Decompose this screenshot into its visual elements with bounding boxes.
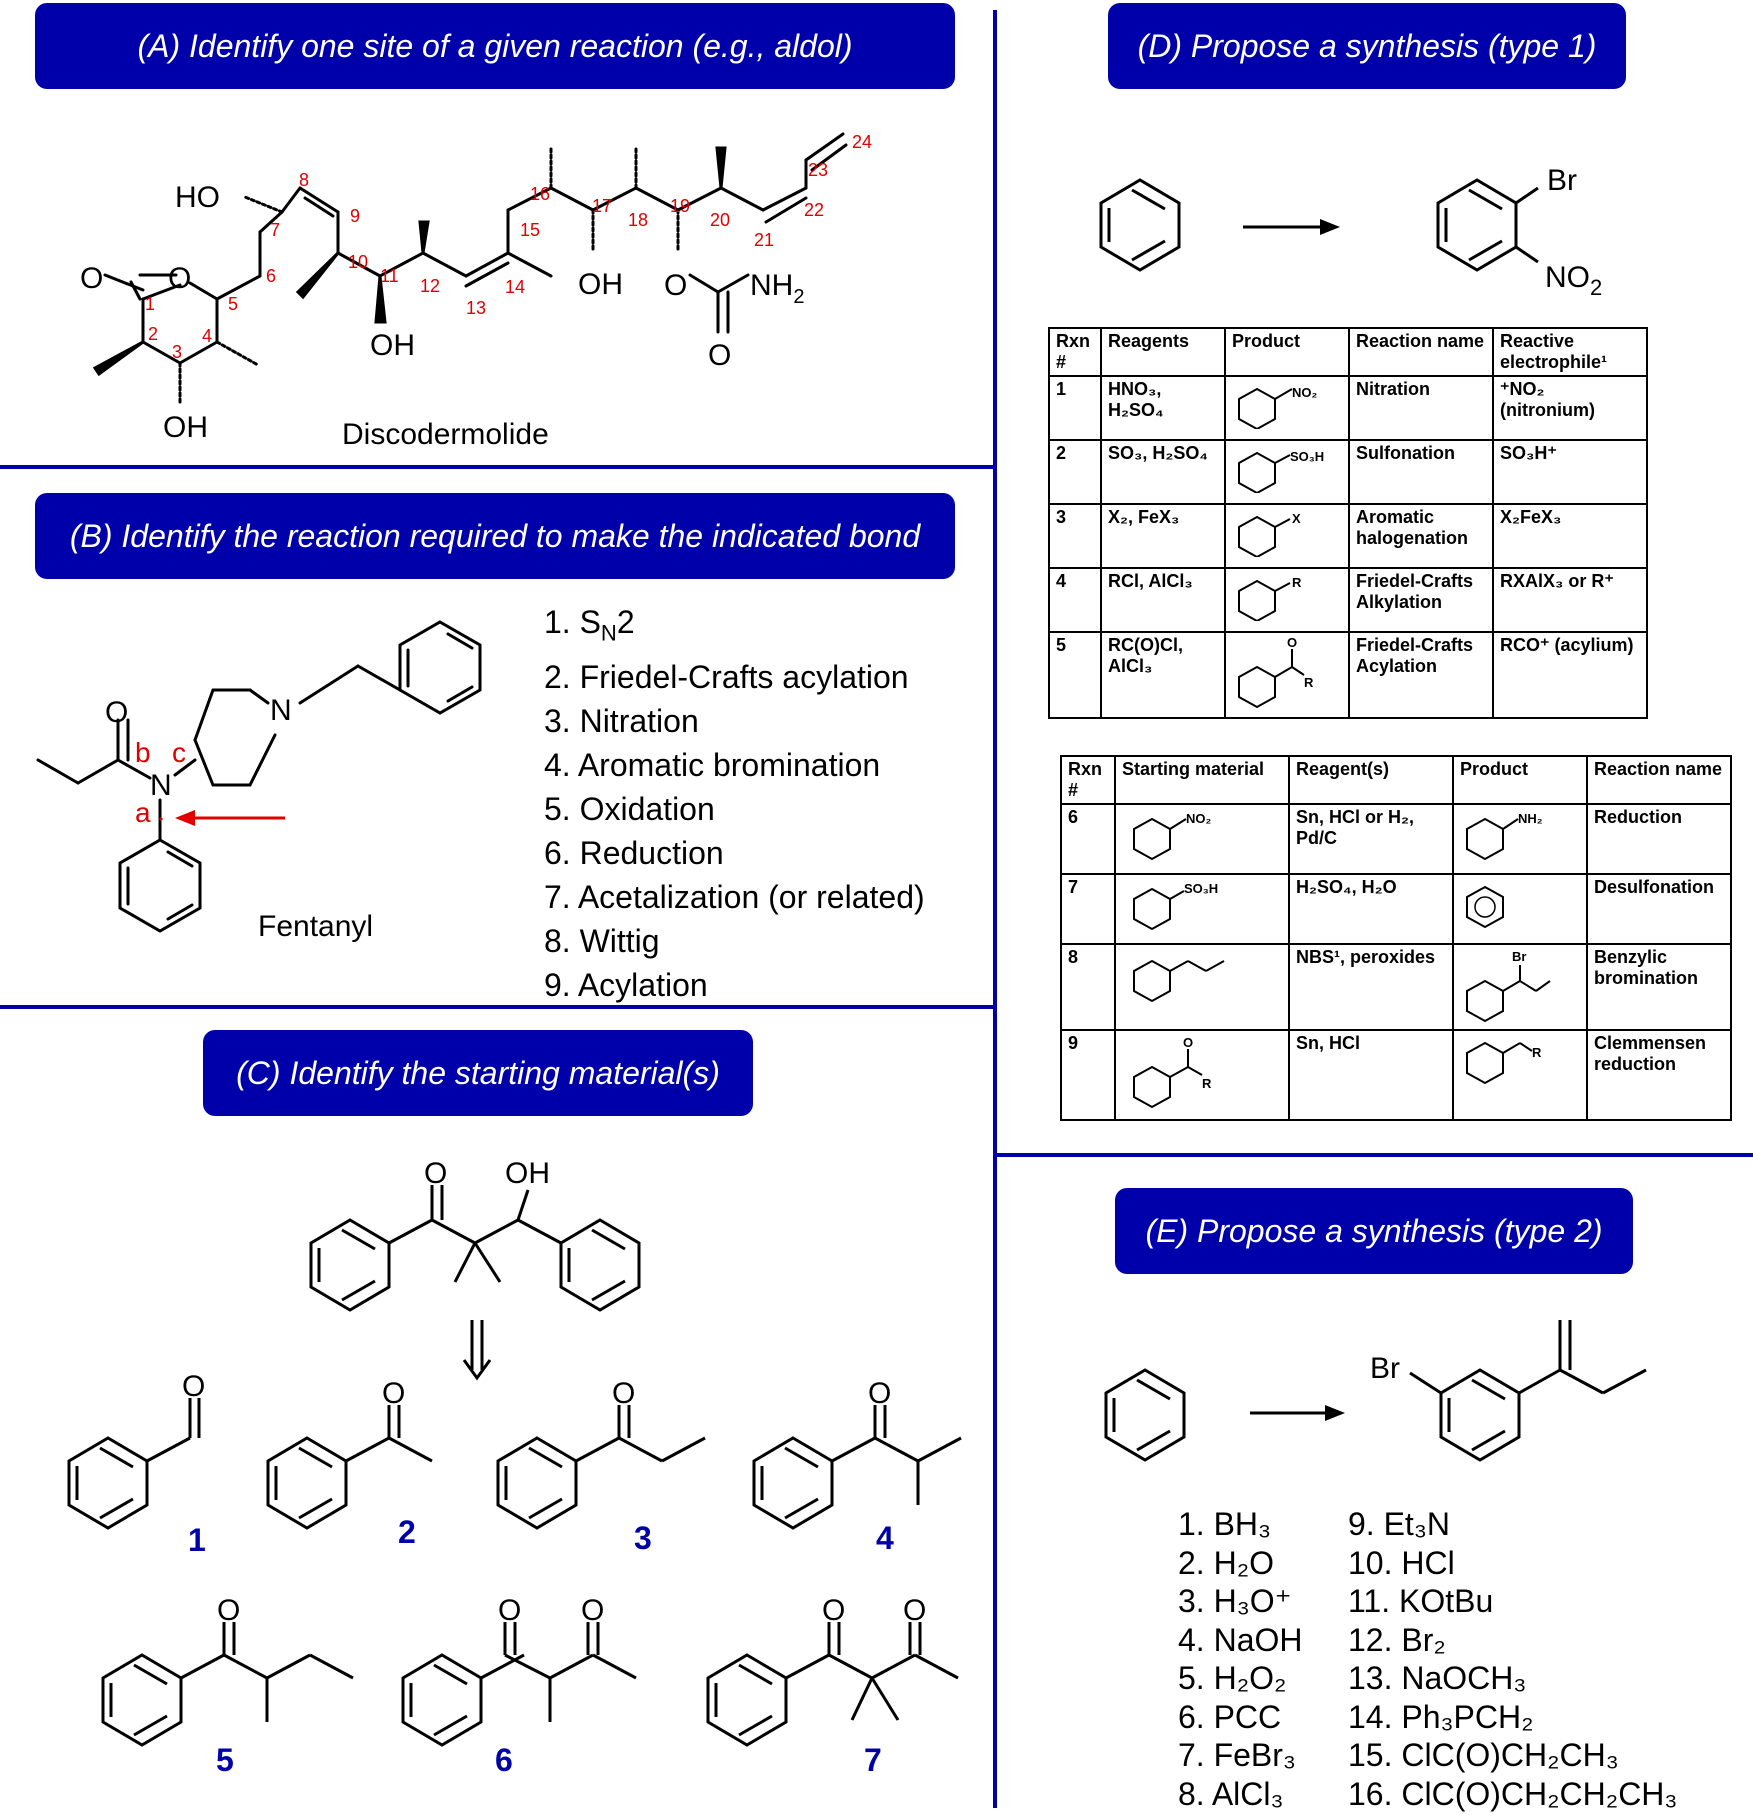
option-9: 9. Acylation [544,967,708,1004]
svg-text:X: X [1292,511,1301,526]
t1-r3-electrophile: X₂FeX₃ [1493,504,1647,568]
option-8: 8. Wittig [544,923,660,960]
t1-r4-electrophile: RXAlX₃ or R⁺ [1493,568,1647,632]
t1-r2-reagents: SO₃, H₂SO₄ [1101,440,1225,504]
atom-number-14: 14 [505,277,526,297]
t2-r9-reagents: Sn, HCl [1289,1030,1453,1120]
t2-r8-name: Benzylic bromination [1587,944,1731,1030]
reagent-1: 1. BH₃ [1178,1506,1272,1542]
atom-number-12: 12 [420,276,441,296]
t1-r5-n: 5 [1049,632,1101,718]
t2-r7-n: 7 [1061,874,1115,944]
reagent-5: 5. H₂O₂ [1178,1660,1287,1696]
t1-header-product: Product [1225,328,1349,376]
t2-header-name: Reaction name [1587,756,1731,804]
discodermolide-name: Discodermolide [342,418,549,451]
reagent-6: 6. PCC [1178,1698,1282,1735]
target-o-label: O [424,1157,448,1190]
atom-number-11: 11 [380,266,399,286]
t2-r9-n: 9 [1061,1030,1115,1120]
t2-r6-n: 6 [1061,804,1115,874]
panel-d-title: (D) Propose a synthesis (type 1) [1108,3,1626,89]
t1-r1-n: 1 [1049,376,1101,440]
t2-r7-name: Desulfonation [1587,874,1731,944]
candidate-3: 3 [634,1520,652,1556]
t1-header-rxn: Rxn # [1049,328,1101,376]
c7-o2: O [903,1594,927,1627]
reagent-8: 8. AlCl₃ [1178,1775,1284,1812]
svg-text:NH₂: NH₂ [1518,811,1543,826]
atom-number-5: 5 [228,294,239,314]
atom-number-3: 3 [172,342,183,362]
atom-number-20: 20 [710,210,731,230]
nh2-subscript: 2 [793,286,805,308]
reagent-15: 15. ClC(O)CH₂CH₃ [1348,1737,1619,1773]
reagent-2: 2. H₂O [1178,1544,1274,1581]
t2-r9-name: Clemmensen reduction [1587,1030,1731,1120]
c4-o: O [868,1377,892,1410]
reagent-7: 7. FeBr₃ [1178,1737,1296,1773]
atom-number-16: 16 [530,184,551,204]
panel-e-br-label: Br [1370,1352,1400,1385]
bond-label-c: c [172,737,186,768]
option-5: 5. Oxidation [544,791,715,828]
t2-r6-name: Reduction [1587,804,1731,874]
svg-text:O: O [1287,635,1298,650]
atom-number-4: 4 [202,326,213,346]
t2-r6-reagents: Sn, HCl or H₂, Pd/C [1289,804,1453,874]
atom-number-21: 21 [754,230,775,250]
c3-o: O [612,1377,636,1410]
panel-d-no2-label: NO [1545,261,1590,294]
c5-o: O [217,1594,241,1627]
option-6: 6. Reduction [544,835,724,872]
t2-r7-reagents: H₂SO₄, H₂O [1289,874,1453,944]
panel-d-br-label: Br [1547,164,1577,197]
t1-r5-name: Friedel-Crafts Acylation [1349,632,1493,718]
reagent-16: 16. ClC(O)CH₂CH₂CH₃ [1348,1775,1678,1812]
reagent-11: 11. KOtBu [1348,1583,1494,1619]
reagent-4: 4. NaOH [1178,1621,1303,1658]
t2-header-reagents: Reagent(s) [1289,756,1453,804]
panel-b-title: (B) Identify the reaction required to make the indicated bond [35,493,955,579]
svg-text:SO₃H: SO₃H [1290,449,1325,464]
t2-header-rxn: Rxn # [1061,756,1115,804]
target-oh-label: OH [505,1157,550,1190]
svg-text:R: R [1304,675,1314,690]
bond-label-a: a [135,797,151,828]
c2-o: O [382,1377,406,1410]
nh2-label: NH [750,269,794,302]
reagent-14: 14. Ph₃PCH₂ [1348,1698,1534,1735]
t1-r1-name: Nitration [1349,376,1493,440]
ring-o-label: O [168,262,192,295]
panel-c-title: (C) Identify the starting material(s) [203,1030,753,1116]
svg-text:NO₂: NO₂ [1186,811,1212,826]
atom-number-18: 18 [628,210,649,230]
bond-label-b: b [135,737,151,768]
atom-number-24: 24 [852,132,873,152]
atom-number-10: 10 [348,252,369,272]
c6-o2: O [581,1594,605,1627]
oh3-label: OH [163,411,208,444]
reagent-9: 9. Et₃N [1348,1506,1450,1542]
oh17-label: OH [578,268,623,301]
oh11-label: OH [370,329,415,362]
reagent-list-col1 [1178,1505,1302,1813]
atom-number-2: 2 [148,324,159,344]
t1-r2-electrophile: SO₃H⁺ [1493,440,1647,504]
atom-number-17: 17 [592,196,613,216]
panel-a-title: (A) Identify one site of a given reaction (e.g., aldol) [35,3,955,89]
t1-header-name: Reaction name [1349,328,1493,376]
c1-o: O [182,1370,206,1403]
c6-o1: O [498,1594,522,1627]
atom-number-9: 9 [350,206,361,226]
atom-number-7: 7 [270,220,281,240]
option-1: 1. $S_N2$ [544,604,635,646]
c7-o1: O [822,1594,846,1627]
candidate-2: 2 [398,1514,416,1550]
option-2: 2. Friedel-Crafts acylation [544,659,909,696]
t1-r5-electrophile: RCO⁺ (acylium) [1493,632,1647,718]
t1-r4-reagents: RCl, AlCl₃ [1101,568,1225,632]
reagent-12: 12. Br₂ [1348,1621,1446,1658]
svg-text:O: O [1183,1035,1194,1050]
t2-r8-n: 8 [1061,944,1115,1030]
svg-text:R: R [1532,1045,1542,1060]
t1-r4-n: 4 [1049,568,1101,632]
atom-number-13: 13 [466,298,487,318]
t1-r1-electrophile: ⁺NO₂ (nitronium) [1493,376,1647,440]
svg-text:R: R [1292,575,1302,590]
reagent-13: 13. NaOCH₃ [1348,1660,1527,1696]
t1-r4-name: Friedel-Crafts Alkylation [1349,568,1493,632]
candidate-1: 1 [188,1522,206,1558]
t1-r3-name: Aromatic halogenation [1349,504,1493,568]
svg-text:R: R [1202,1076,1212,1091]
t2-r8-reagents: NBS¹, peroxides [1289,944,1453,1030]
t1-r2-n: 2 [1049,440,1101,504]
carbonyl-o-label: O [80,262,104,295]
option-7: 7. Acetalization (or related) [544,879,925,916]
option-3: 3. Nitration [544,703,699,740]
candidate-7: 7 [864,1742,882,1778]
fentanyl-amide-n-label: N [150,769,172,802]
carbamate-o-label: O [708,339,732,372]
svg-text:SO₃H: SO₃H [1184,881,1219,896]
t1-r2-name: Sulfonation [1349,440,1493,504]
t1-r3-reagents: X₂, FeX₃ [1101,504,1225,568]
t2-header-product: Product [1453,756,1587,804]
atom-number-1: 1 [145,294,156,314]
atom-number-8: 8 [299,170,310,190]
ho-label: HO [175,181,220,214]
t1-header-reagents: Reagents [1101,328,1225,376]
fentanyl-ring-n-label: N [270,694,292,727]
candidate-6: 6 [495,1742,513,1778]
svg-text:NO₂: NO₂ [1292,385,1318,400]
panel-e-title: (E) Propose a synthesis (type 2) [1115,1188,1633,1274]
fentanyl-name: Fentanyl [258,910,374,943]
svg-text:Br: Br [1512,949,1527,964]
reagent-list-col2 [1348,1505,1677,1813]
atom-number-19: 19 [670,196,691,216]
atom-number-23: 23 [808,160,829,180]
panel-d-no2-sub: 2 [1590,275,1603,300]
reagent-3: 3. H₃O⁺ [1178,1583,1292,1619]
atom-number-6: 6 [266,266,277,286]
option-4: 4. Aromatic bromination [544,747,881,784]
t1-r3-n: 3 [1049,504,1101,568]
candidate-5: 5 [216,1742,234,1778]
reagent-10: 10. HCl [1348,1544,1455,1581]
atom-number-15: 15 [520,220,541,240]
o19-label: O [664,269,688,302]
t1-header-electrophile: Reactive electrophile¹ [1493,328,1647,376]
atom-number-22: 22 [804,200,825,220]
fentanyl-o-label: O [105,696,129,729]
t2-header-sm: Starting material [1115,756,1289,804]
candidate-4: 4 [876,1520,894,1556]
t1-r5-reagents: RC(O)Cl, AlCl₃ [1101,632,1225,718]
t1-r1-reagents: HNO₃, H₂SO₄ [1101,376,1225,440]
